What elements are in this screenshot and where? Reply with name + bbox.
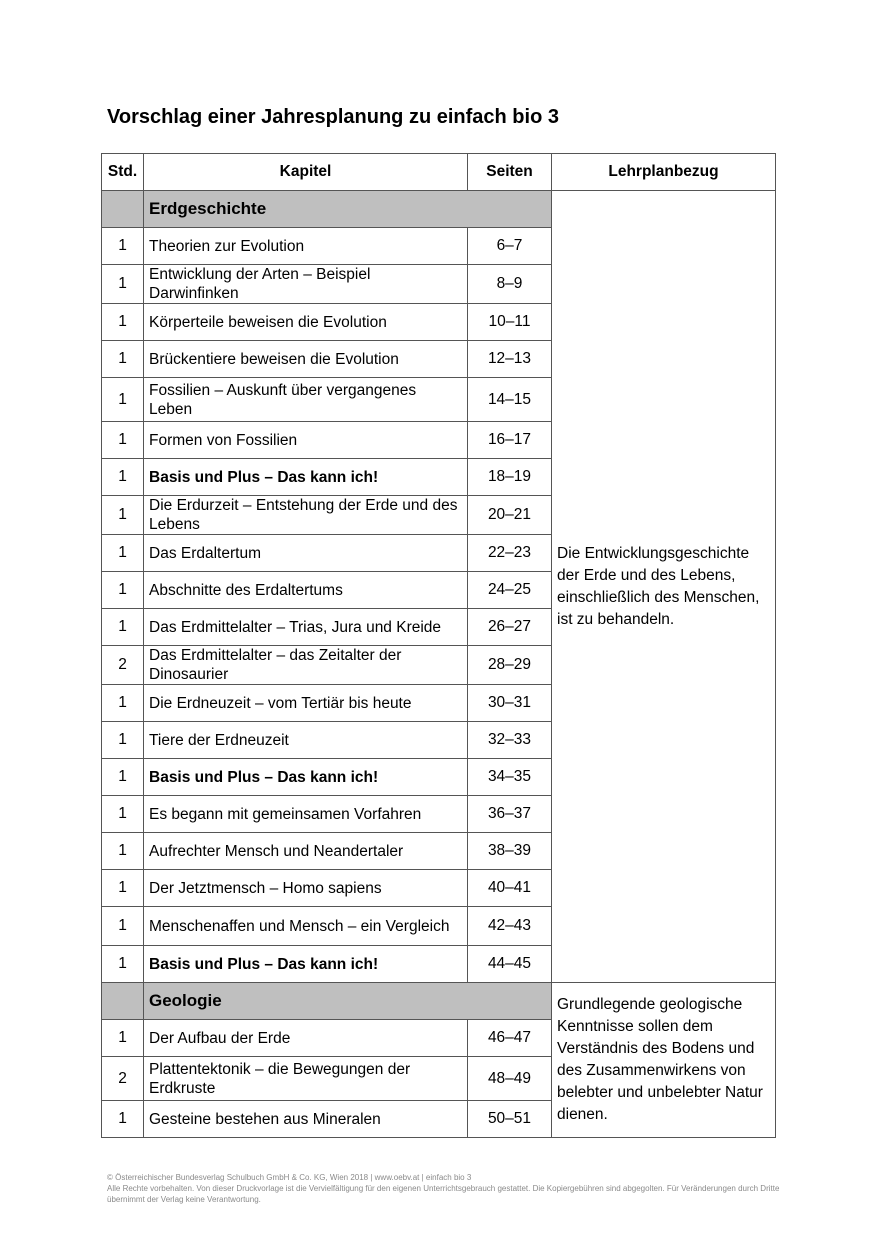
seiten-cell: 8–9 [468, 265, 552, 304]
kapitel-cell: Fossilien – Auskunft über vergangenes Leben [144, 378, 468, 422]
seiten-cell: 46–47 [468, 1020, 552, 1057]
footer-copyright: © Österreichischer Bundesverlag Schulbuch GmbH & Co. KG, Wien 2018 | www.oebv.at | einfach bio 3 [107, 1173, 472, 1182]
kapitel-cell: Entwicklung der Arten – Beispiel Darwinfinken [144, 265, 468, 304]
std-cell: 1 [102, 759, 144, 796]
seiten-cell: 16–17 [468, 422, 552, 459]
std-cell: 1 [102, 609, 144, 646]
kapitel-cell: Basis und Plus – Das kann ich! [144, 946, 468, 983]
std-cell: 1 [102, 535, 144, 572]
header-lehrplanbezug: Lehrplanbezug [552, 154, 776, 191]
header-std: Std. [102, 154, 144, 191]
std-cell: 2 [102, 646, 144, 685]
kapitel-cell: Das Erdmittelalter – das Zeitalter der Dinosaurier [144, 646, 468, 685]
kapitel-cell: Die Erdneuzeit – vom Tertiär bis heute [144, 685, 468, 722]
kapitel-cell: Brückentiere beweisen die Evolution [144, 341, 468, 378]
header-row [102, 154, 776, 191]
std-cell: 1 [102, 341, 144, 378]
seiten-cell: 20–21 [468, 496, 552, 535]
seiten-cell: 38–39 [468, 833, 552, 870]
std-cell: 1 [102, 496, 144, 535]
section-title: Geologie [144, 983, 552, 1020]
std-cell: 1 [102, 685, 144, 722]
std-cell: 1 [102, 422, 144, 459]
seiten-cell: 48–49 [468, 1057, 552, 1101]
footer [107, 1172, 787, 1205]
std-cell: 1 [102, 265, 144, 304]
seiten-cell: 32–33 [468, 722, 552, 759]
section-std-cell [102, 191, 144, 228]
page-title: Vorschlag einer Jahresplanung zu einfach bio 3 [107, 106, 559, 128]
seiten-cell: 26–27 [468, 609, 552, 646]
std-cell: 1 [102, 572, 144, 609]
kapitel-cell: Tiere der Erdneuzeit [144, 722, 468, 759]
std-cell: 1 [102, 1101, 144, 1138]
kapitel-cell: Das Erdmittelalter – Trias, Jura und Kreide [144, 609, 468, 646]
kapitel-cell: Theorien zur Evolution [144, 228, 468, 265]
std-cell: 1 [102, 1020, 144, 1057]
kapitel-cell: Der Aufbau der Erde [144, 1020, 468, 1057]
std-cell: 1 [102, 833, 144, 870]
seiten-cell: 30–31 [468, 685, 552, 722]
seiten-cell: 42–43 [468, 907, 552, 946]
seiten-cell: 44–45 [468, 946, 552, 983]
std-cell: 1 [102, 378, 144, 422]
kapitel-cell: Abschnitte des Erdaltertums [144, 572, 468, 609]
std-cell: 1 [102, 946, 144, 983]
std-cell: 1 [102, 870, 144, 907]
planning-table [101, 153, 776, 1138]
kapitel-cell: Körperteile beweisen die Evolution [144, 304, 468, 341]
seiten-cell: 6–7 [468, 228, 552, 265]
kapitel-cell: Basis und Plus – Das kann ich! [144, 759, 468, 796]
kapitel-cell: Basis und Plus – Das kann ich! [144, 459, 468, 496]
section-std-cell [102, 983, 144, 1020]
std-cell: 1 [102, 459, 144, 496]
seiten-cell: 34–35 [468, 759, 552, 796]
header-seiten: Seiten [468, 154, 552, 191]
std-cell: 1 [102, 796, 144, 833]
section-title: Erdgeschichte [144, 191, 552, 228]
seiten-cell: 22–23 [468, 535, 552, 572]
seiten-cell: 36–37 [468, 796, 552, 833]
seiten-cell: 28–29 [468, 646, 552, 685]
section-row [102, 983, 776, 1020]
std-cell: 1 [102, 722, 144, 759]
seiten-cell: 24–25 [468, 572, 552, 609]
lehrplanbezug-cell: Die Entwicklungsgeschichte der Erde und des Lebens, einschließlich des Menschen, ist zu behandeln. [552, 191, 776, 983]
seiten-cell: 40–41 [468, 870, 552, 907]
std-cell: 1 [102, 907, 144, 946]
seiten-cell: 14–15 [468, 378, 552, 422]
header-kapitel: Kapitel [144, 154, 468, 191]
std-cell: 2 [102, 1057, 144, 1101]
kapitel-cell: Menschenaffen und Mensch – ein Vergleich [144, 907, 468, 946]
kapitel-cell: Der Jetztmensch – Homo sapiens [144, 870, 468, 907]
lehrplanbezug-cell: Grundlegende geologische Kenntnisse sollen dem Verständnis des Bodens und des Zusammenwirkens von belebter und unbelebter Natur dienen. [552, 983, 776, 1138]
std-cell: 1 [102, 228, 144, 265]
kapitel-cell: Gesteine bestehen aus Mineralen [144, 1101, 468, 1138]
table-body [102, 191, 776, 1138]
seiten-cell: 10–11 [468, 304, 552, 341]
seiten-cell: 18–19 [468, 459, 552, 496]
kapitel-cell: Aufrechter Mensch und Neandertaler [144, 833, 468, 870]
seiten-cell: 50–51 [468, 1101, 552, 1138]
kapitel-cell: Es begann mit gemeinsamen Vorfahren [144, 796, 468, 833]
kapitel-cell: Formen von Fossilien [144, 422, 468, 459]
section-row [102, 191, 776, 228]
footer-rights: Alle Rechte vorbehalten. Von dieser Druckvorlage ist die Vervielfältigung für den eigenen Unterrichtsgebrauch gestattet. Die Kopiergebühren sind abgegolten. Für Veränderungen durch Dritte übernimmt der Verlag keine Verantwortung. [107, 1184, 780, 1204]
kapitel-cell: Das Erdaltertum [144, 535, 468, 572]
std-cell: 1 [102, 304, 144, 341]
kapitel-cell: Plattentektonik – die Bewegungen der Erdkruste [144, 1057, 468, 1101]
seiten-cell: 12–13 [468, 341, 552, 378]
kapitel-cell: Die Erdurzeit – Entstehung der Erde und des Lebens [144, 496, 468, 535]
